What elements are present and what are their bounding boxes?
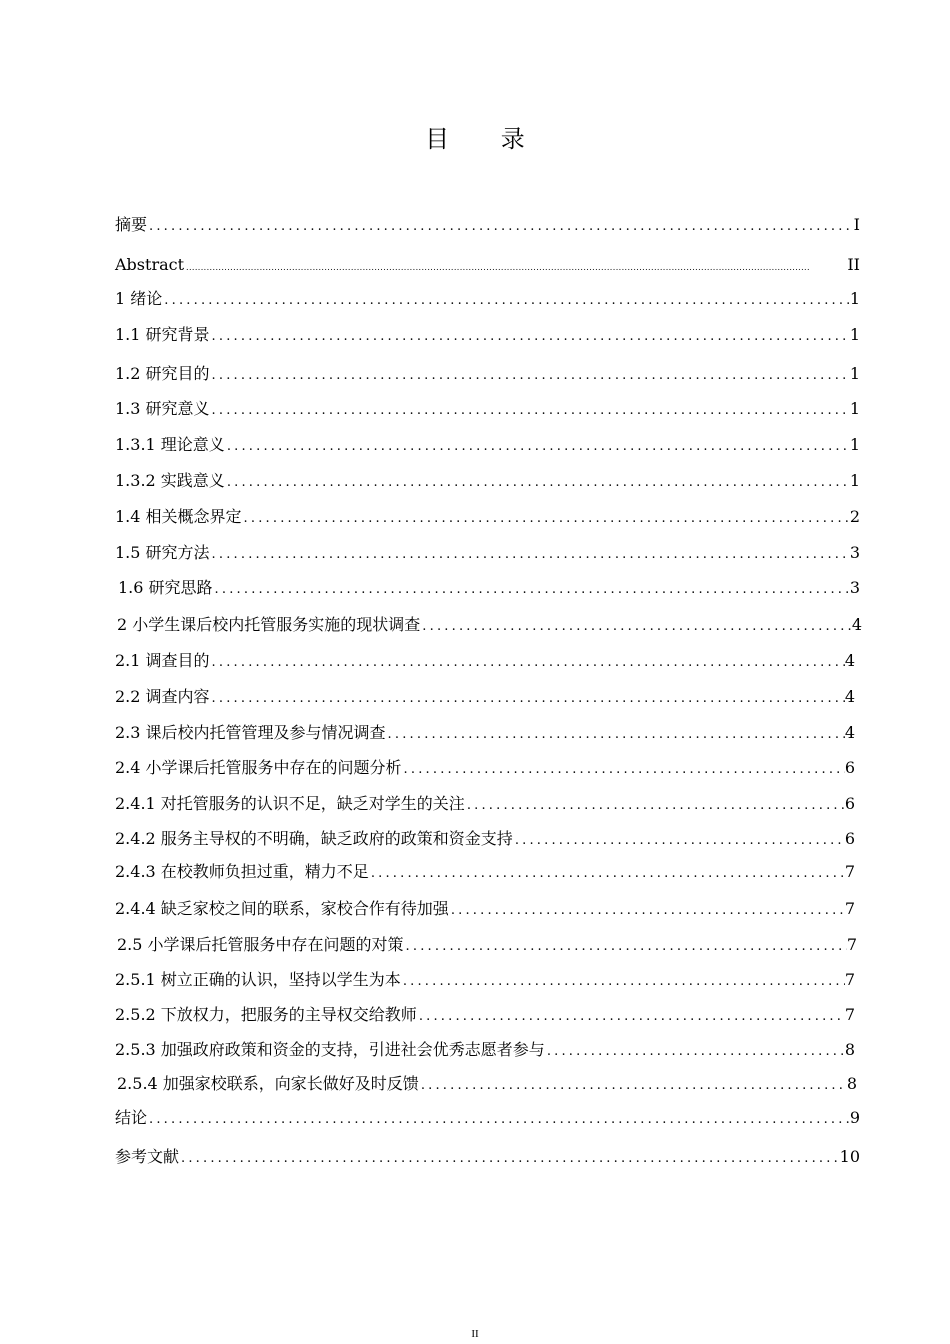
toc-entry-label: 1 绪论 xyxy=(115,289,163,308)
dot-leader xyxy=(417,1006,845,1028)
toc-entry-label: 2.4.2 服务主导权的不明确，缺乏政府的政策和资金支持 xyxy=(115,829,513,848)
toc-entry-label: 1.1 研究背景 xyxy=(115,325,210,344)
toc-entry-label: 结论 xyxy=(115,1108,148,1127)
dot-leader xyxy=(210,652,845,674)
toc-entry-2-5-2[interactable] xyxy=(115,1004,855,1026)
toc-page-number: 1 xyxy=(849,289,860,308)
toc-entry-2-4-2[interactable] xyxy=(115,828,855,850)
dot-leader xyxy=(401,971,845,993)
toc-entry-1-1[interactable] xyxy=(115,324,860,346)
toc-entry-chapter-2[interactable] xyxy=(117,614,862,636)
toc-page-number: 3 xyxy=(849,543,860,562)
dot-leader xyxy=(210,326,850,348)
dot-leader xyxy=(210,688,845,710)
toc-entry-abstract-en[interactable] xyxy=(115,254,860,276)
footer-page-number: II xyxy=(471,1328,479,1340)
dot-leader xyxy=(404,936,847,958)
dot-leader xyxy=(179,1148,840,1170)
toc-entry-2-4[interactable] xyxy=(115,757,855,779)
dot-leader xyxy=(210,400,850,422)
dot-leader xyxy=(225,472,850,494)
dot-leader xyxy=(402,759,845,781)
toc-entry-label: 参考文献 xyxy=(115,1147,180,1166)
toc-entry-2-4-1[interactable] xyxy=(115,793,855,815)
toc-entry-2-5-4[interactable] xyxy=(117,1073,857,1095)
toc-entry-label: 2.4 小学课后托管服务中存在的问题分析 xyxy=(115,758,402,777)
dot-leader xyxy=(210,365,850,387)
toc-entry-1-4[interactable] xyxy=(115,506,860,528)
toc-entry-label: 2.4.4 缺乏家校之间的联系，家校合作有待加强 xyxy=(115,899,449,918)
toc-page-number: 4 xyxy=(851,615,862,634)
toc-entry-label: 2 小学生课后校内托管服务实施的现状调查 xyxy=(117,615,421,634)
toc-page-number: 1 xyxy=(849,435,860,454)
toc-page-number: 6 xyxy=(844,794,855,813)
toc-entry-2-2[interactable] xyxy=(115,686,855,708)
toc-page-number: 8 xyxy=(846,1074,857,1093)
dot-leader xyxy=(420,616,852,638)
toc-entry-chapter-1[interactable] xyxy=(115,288,860,310)
toc-page-number: 6 xyxy=(844,829,855,848)
toc-entry-label: 2.4.1 对托管服务的认识不足，缺乏对学生的关注 xyxy=(115,794,465,813)
toc-entry-2-1[interactable] xyxy=(115,650,855,672)
dot-leader xyxy=(513,830,845,852)
dot-leader xyxy=(545,1041,845,1063)
toc-page-number: 2 xyxy=(849,507,860,526)
toc-page-number: 7 xyxy=(844,970,855,989)
dot-leader xyxy=(449,900,845,922)
dot-leader xyxy=(210,544,850,566)
toc-page-number: 1 xyxy=(849,325,860,344)
toc-entry-label: 2.5.2 下放权力，把服务的主导权交给教师 xyxy=(115,1005,417,1024)
dot-leader xyxy=(465,795,845,817)
toc-page-number: 9 xyxy=(849,1108,860,1127)
toc-entry-label: 1.3 研究意义 xyxy=(115,399,210,418)
dot-leader xyxy=(147,216,854,238)
toc-entry-label: 2.5.4 加强家校联系，向家长做好及时反馈 xyxy=(117,1074,419,1093)
toc-entry-label: 1.4 相关概念界定 xyxy=(115,507,242,526)
toc-entry-label: 2.4.3 在校教师负担过重，精力不足 xyxy=(115,862,369,881)
dot-leader xyxy=(386,724,845,746)
toc-entry-2-3[interactable] xyxy=(115,722,855,744)
toc-entry-1-6[interactable] xyxy=(118,577,860,599)
dot-leader xyxy=(419,1075,847,1097)
toc-entry-2-4-4[interactable] xyxy=(115,898,855,920)
toc-entry-label: 1.3.2 实践意义 xyxy=(115,471,225,490)
toc-entry-conclusion[interactable] xyxy=(115,1107,860,1129)
dot-leader xyxy=(225,436,850,458)
toc-entry-2-5-3[interactable] xyxy=(115,1039,855,1061)
toc-entry-1-3-2[interactable] xyxy=(115,470,860,492)
toc-page-number: 3 xyxy=(849,578,860,597)
toc-entry-1-2[interactable] xyxy=(115,363,860,385)
toc-entry-label: 1.3.1 理论意义 xyxy=(115,435,225,454)
toc-page-number: 7 xyxy=(844,899,855,918)
toc-page-number: 7 xyxy=(844,862,855,881)
toc-entry-2-4-3[interactable] xyxy=(115,861,855,883)
dot-leader xyxy=(184,257,847,279)
toc-entry-label: 1.5 研究方法 xyxy=(115,543,210,562)
toc-entry-label: 2.2 调查内容 xyxy=(115,687,210,706)
toc-entry-label: 1.6 研究思路 xyxy=(118,578,213,597)
toc-entry-references[interactable] xyxy=(115,1146,860,1168)
toc-entry-1-3-1[interactable] xyxy=(115,434,860,456)
toc-page-number: 4 xyxy=(844,723,855,742)
toc-entry-label: 2.5.1 树立正确的认识，坚持以学生为本 xyxy=(115,970,401,989)
page-title: 目 录 xyxy=(425,125,547,153)
toc-entry-1-5[interactable] xyxy=(115,542,860,564)
toc-page-number: 7 xyxy=(844,1005,855,1024)
toc-page-number: 4 xyxy=(844,687,855,706)
toc-page-number: 4 xyxy=(844,651,855,670)
toc-page-number: 7 xyxy=(846,935,857,954)
dot-leader xyxy=(213,579,850,601)
toc-page-number: 1 xyxy=(849,364,860,383)
toc-page-number: 6 xyxy=(844,758,855,777)
dot-leader xyxy=(242,508,850,530)
toc-entry-label: 1.2 研究目的 xyxy=(115,364,210,383)
toc-entry-label: 2.1 调查目的 xyxy=(115,651,210,670)
dot-leader xyxy=(162,290,850,312)
toc-entry-label: 2.3 课后校内托管管理及参与情况调查 xyxy=(115,723,386,742)
toc-entry-label: 摘要 xyxy=(115,215,148,234)
toc-page-number: 10 xyxy=(839,1147,860,1166)
toc-page-number: 1 xyxy=(849,471,860,490)
toc-page-number: I xyxy=(853,215,860,234)
toc-entry-label: Abstract xyxy=(115,255,185,274)
toc-entry-label: 2.5 小学课后托管服务中存在问题的对策 xyxy=(117,935,404,954)
toc-entry-1-3[interactable] xyxy=(115,398,860,420)
dot-leader xyxy=(147,1109,850,1131)
toc-entry-label: 2.5.3 加强政府政策和资金的支持，引进社会优秀志愿者参与 xyxy=(115,1040,545,1059)
toc-page-number: 1 xyxy=(849,399,860,418)
toc-entry-2-5[interactable] xyxy=(117,934,857,956)
toc-page-number: II xyxy=(847,255,860,274)
toc-entry-2-5-1[interactable] xyxy=(115,969,855,991)
toc-page-number: 8 xyxy=(844,1040,855,1059)
toc-entry-abstract-cn[interactable] xyxy=(115,214,860,236)
dot-leader xyxy=(369,863,845,885)
